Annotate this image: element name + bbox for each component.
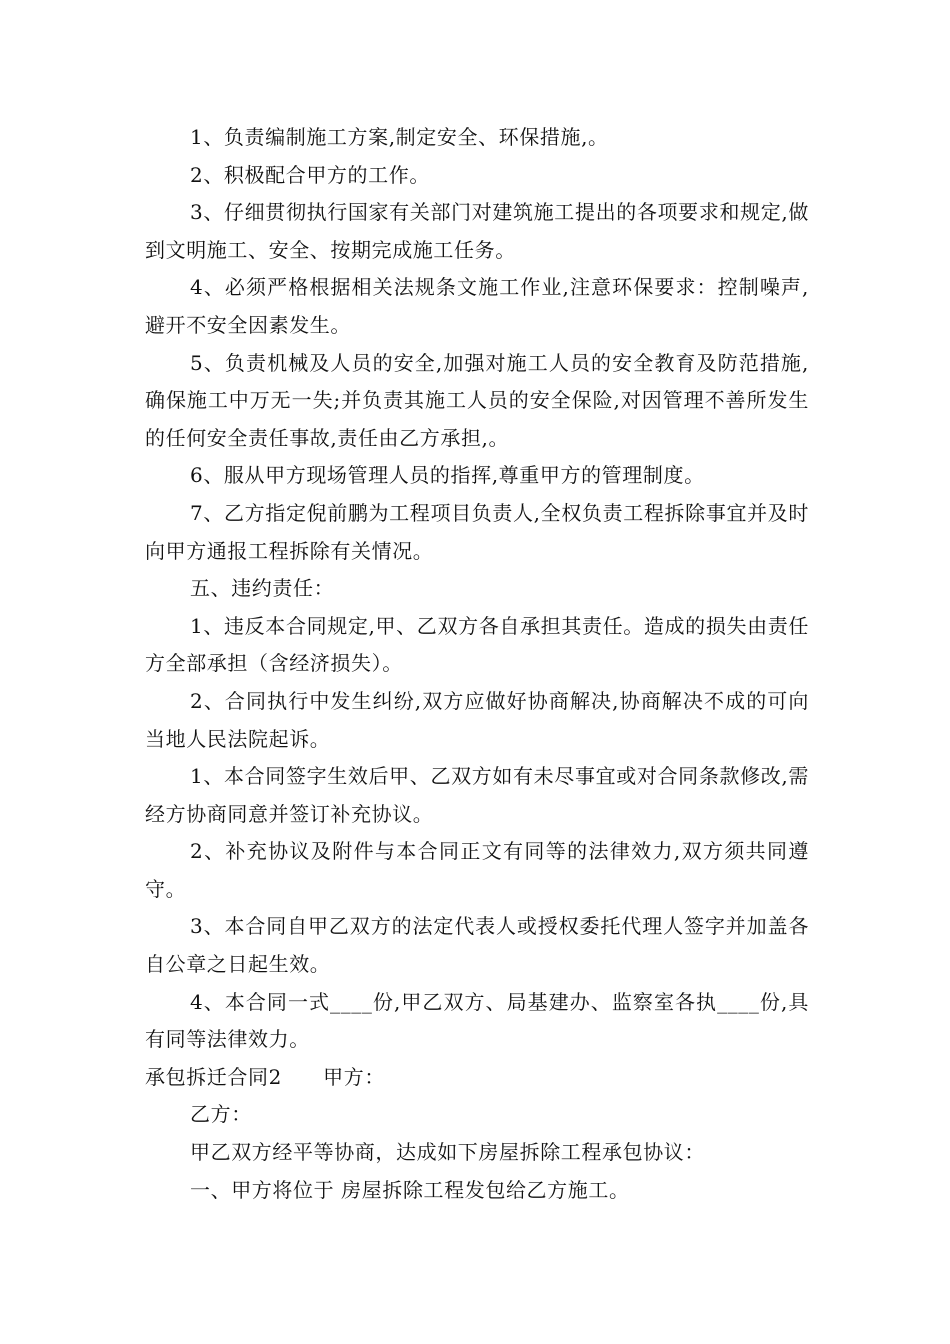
clause-1-drafting: 1、负责编制施工方案,制定安全、环保措施,。	[190, 125, 609, 149]
misc-clause-2: 2、补充协议及附件与本合同正文有同等的法律效力,双方须共同遵守。	[145, 839, 809, 901]
breach-clause-1: 1、违反本合同规定,甲、乙双方各自承担其责任。造成的损失由责任方全部承担（含经济损失）。	[145, 613, 809, 676]
misc-clause-1: 1、本合同签字生效后甲、乙双方如有未尽事宜或对合同条款修改,需经方协商同意并签订补充协议。	[145, 764, 809, 826]
clause-4-environment: 4、必须严格根据相关法规条文施工作业,注意环保要求：控制噪声,避开不安全因素发生。	[145, 275, 809, 337]
contract-2-title: 承包拆迁合同2 甲方：	[145, 1064, 385, 1089]
clause-7-project-lead: 7、乙方指定倪前鹏为工程项目负责人,全权负责工程拆除事宜并及时向甲方通报工程拆除有关情况。	[145, 500, 809, 563]
contract-2-clause-1: 一、甲方将位于 房屋拆除工程发包给乙方施工。	[190, 1177, 630, 1202]
contract-body	[145, 119, 809, 1209]
misc-clause-4-copies: 4、本合同一式____份,甲乙双方、局基建办、监察室各执____份,具有同等法律效力。	[145, 989, 809, 1052]
breach-clause-2: 2、合同执行中发生纠纷,双方应做好协商解决,协商解决不成的可向当地人民法院起诉。	[145, 688, 809, 751]
party-b-label: 乙方：	[190, 1102, 252, 1127]
clause-6-obey: 6、服从甲方现场管理人员的指挥,尊重甲方的管理制度。	[190, 463, 705, 488]
agreement-intro: 甲乙双方经平等协商，达成如下房屋拆除工程承包协议：	[190, 1140, 705, 1165]
misc-clause-3: 3、本合同自甲乙双方的法定代表人或授权委托代理人签字并加盖各自公章之日起生效。	[145, 914, 809, 977]
clause-2-cooperate: 2、积极配合甲方的工作。	[190, 162, 430, 187]
clause-3-regulations: 3、仔细贯彻执行国家有关部门对建筑施工提出的各项要求和规定,做到文明施工、安全、按期完成施工任务。	[145, 200, 809, 262]
clause-5-safety: 5、负责机械及人员的安全,加强对施工人员的安全教育及防范措施,确保施工中万无一失;并负责其施工人员的安全保险,对因管理不善所发生的任何安全责任事故,责任由乙方承担,。	[145, 350, 809, 450]
section-heading-breach: 五、违约责任：	[190, 576, 335, 601]
